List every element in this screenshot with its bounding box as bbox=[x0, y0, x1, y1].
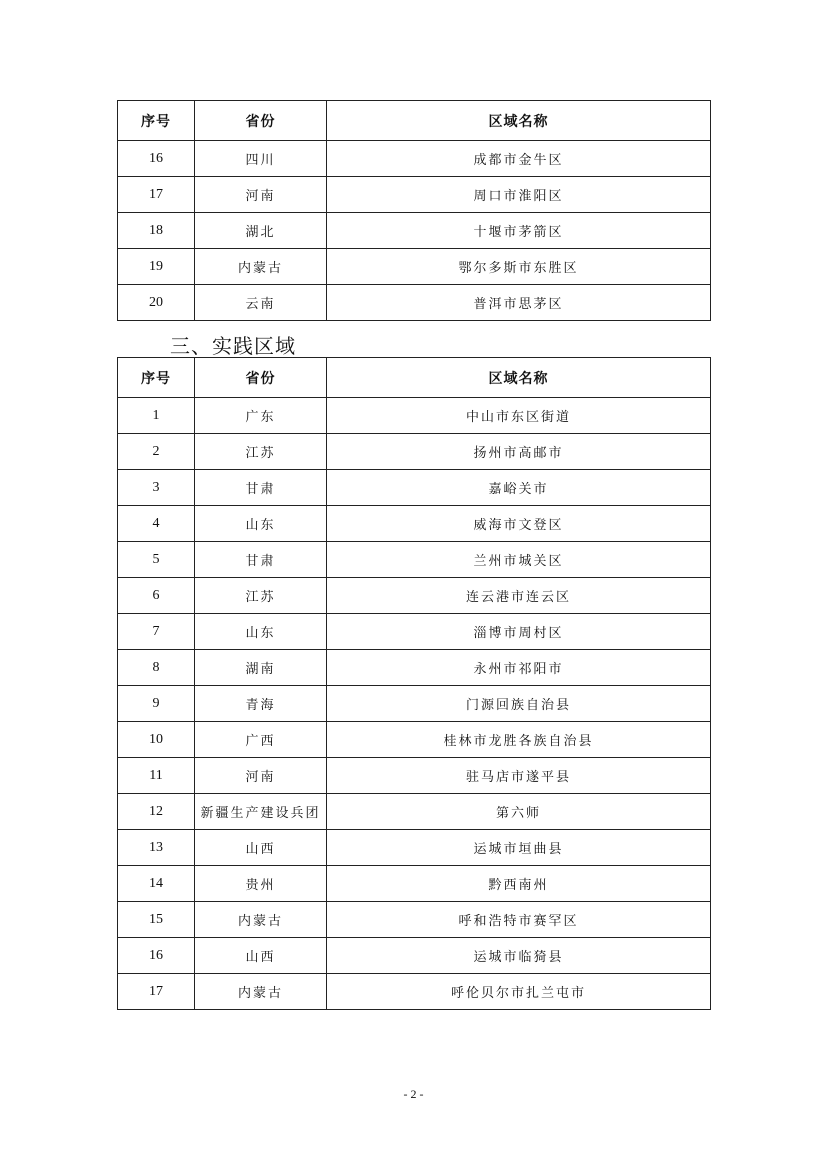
cell-serial-number: 20 bbox=[118, 285, 195, 321]
cell-province: 江苏 bbox=[195, 434, 327, 470]
cell-region-name: 连云港市连云区 bbox=[327, 578, 711, 614]
cell-serial-number: 3 bbox=[118, 470, 195, 506]
cell-province: 甘肃 bbox=[195, 470, 327, 506]
cell-region-name: 运城市临猗县 bbox=[327, 938, 711, 974]
cell-region-name: 周口市淮阳区 bbox=[327, 177, 711, 213]
cell-province: 山东 bbox=[195, 614, 327, 650]
cell-province: 河南 bbox=[195, 177, 327, 213]
cell-province: 内蒙古 bbox=[195, 902, 327, 938]
table-row bbox=[118, 974, 711, 1010]
cell-province: 贵州 bbox=[195, 866, 327, 902]
cell-serial-number: 11 bbox=[118, 758, 195, 794]
cell-province: 山西 bbox=[195, 938, 327, 974]
practice-regions-table bbox=[117, 357, 711, 1010]
cell-region-name: 兰州市城关区 bbox=[327, 542, 711, 578]
cell-province: 山东 bbox=[195, 506, 327, 542]
table-row bbox=[118, 722, 711, 758]
table-row bbox=[118, 830, 711, 866]
cell-region-name: 门源回族自治县 bbox=[327, 686, 711, 722]
cell-serial-number: 14 bbox=[118, 866, 195, 902]
cell-serial-number: 13 bbox=[118, 830, 195, 866]
table-row bbox=[118, 213, 711, 249]
section-heading: 三、实践区域 bbox=[170, 334, 296, 358]
cell-region-name: 驻马店市遂平县 bbox=[327, 758, 711, 794]
table-row bbox=[118, 470, 711, 506]
page-number: - 2 - bbox=[403, 1087, 424, 1101]
cell-province: 广西 bbox=[195, 722, 327, 758]
cell-province: 新疆生产建设兵团 bbox=[195, 794, 327, 830]
cell-region-name: 桂林市龙胜各族自治县 bbox=[327, 722, 711, 758]
cell-serial-number: 9 bbox=[118, 686, 195, 722]
table-row bbox=[118, 686, 711, 722]
cell-region-name: 十堰市茅箭区 bbox=[327, 213, 711, 249]
cell-serial-number: 12 bbox=[118, 794, 195, 830]
cell-region-name: 永州市祁阳市 bbox=[327, 650, 711, 686]
table-row bbox=[118, 434, 711, 470]
table-row bbox=[118, 650, 711, 686]
table-row bbox=[118, 542, 711, 578]
cell-province: 云南 bbox=[195, 285, 327, 321]
cell-serial-number: 2 bbox=[118, 434, 195, 470]
cell-region-name: 威海市文登区 bbox=[327, 506, 711, 542]
cell-province: 广东 bbox=[195, 398, 327, 434]
cell-region-name: 呼伦贝尔市扎兰屯市 bbox=[327, 974, 711, 1010]
cell-region-name: 嘉峪关市 bbox=[327, 470, 711, 506]
header-province: 省份 bbox=[195, 358, 327, 398]
cell-serial-number: 16 bbox=[118, 141, 195, 177]
table-row bbox=[118, 614, 711, 650]
cell-province: 内蒙古 bbox=[195, 249, 327, 285]
header-serial-number: 序号 bbox=[118, 101, 195, 141]
table-row bbox=[118, 398, 711, 434]
cell-serial-number: 5 bbox=[118, 542, 195, 578]
cell-serial-number: 18 bbox=[118, 213, 195, 249]
cell-region-name: 运城市垣曲县 bbox=[327, 830, 711, 866]
header-province: 省份 bbox=[195, 101, 327, 141]
cell-serial-number: 19 bbox=[118, 249, 195, 285]
table-header-row bbox=[118, 358, 711, 398]
header-region-name: 区域名称 bbox=[327, 101, 711, 141]
cell-region-name: 成都市金牛区 bbox=[327, 141, 711, 177]
cell-region-name: 淄博市周村区 bbox=[327, 614, 711, 650]
cell-region-name: 扬州市高邮市 bbox=[327, 434, 711, 470]
cell-region-name: 中山市东区街道 bbox=[327, 398, 711, 434]
cell-province: 山西 bbox=[195, 830, 327, 866]
cell-province: 甘肃 bbox=[195, 542, 327, 578]
cell-province: 内蒙古 bbox=[195, 974, 327, 1010]
table-row bbox=[118, 902, 711, 938]
table-row bbox=[118, 285, 711, 321]
table-header-row bbox=[118, 101, 711, 141]
cell-serial-number: 4 bbox=[118, 506, 195, 542]
table-row bbox=[118, 249, 711, 285]
cell-region-name: 普洱市思茅区 bbox=[327, 285, 711, 321]
header-region-name: 区域名称 bbox=[327, 358, 711, 398]
table-row bbox=[118, 866, 711, 902]
table-row bbox=[118, 141, 711, 177]
cell-region-name: 鄂尔多斯市东胜区 bbox=[327, 249, 711, 285]
cell-province: 四川 bbox=[195, 141, 327, 177]
cell-serial-number: 16 bbox=[118, 938, 195, 974]
regions-table-continued bbox=[117, 100, 711, 321]
header-serial-number: 序号 bbox=[118, 358, 195, 398]
cell-province: 江苏 bbox=[195, 578, 327, 614]
cell-province: 河南 bbox=[195, 758, 327, 794]
table-row bbox=[118, 506, 711, 542]
cell-serial-number: 7 bbox=[118, 614, 195, 650]
table-row bbox=[118, 938, 711, 974]
table-row bbox=[118, 758, 711, 794]
cell-serial-number: 6 bbox=[118, 578, 195, 614]
table-row bbox=[118, 794, 711, 830]
cell-serial-number: 8 bbox=[118, 650, 195, 686]
cell-region-name: 呼和浩特市赛罕区 bbox=[327, 902, 711, 938]
table-row bbox=[118, 177, 711, 213]
cell-serial-number: 17 bbox=[118, 974, 195, 1010]
cell-serial-number: 10 bbox=[118, 722, 195, 758]
cell-serial-number: 17 bbox=[118, 177, 195, 213]
cell-province: 湖南 bbox=[195, 650, 327, 686]
cell-region-name: 第六师 bbox=[327, 794, 711, 830]
cell-serial-number: 15 bbox=[118, 902, 195, 938]
cell-serial-number: 1 bbox=[118, 398, 195, 434]
cell-region-name: 黔西南州 bbox=[327, 866, 711, 902]
cell-province: 青海 bbox=[195, 686, 327, 722]
table-row bbox=[118, 578, 711, 614]
cell-province: 湖北 bbox=[195, 213, 327, 249]
